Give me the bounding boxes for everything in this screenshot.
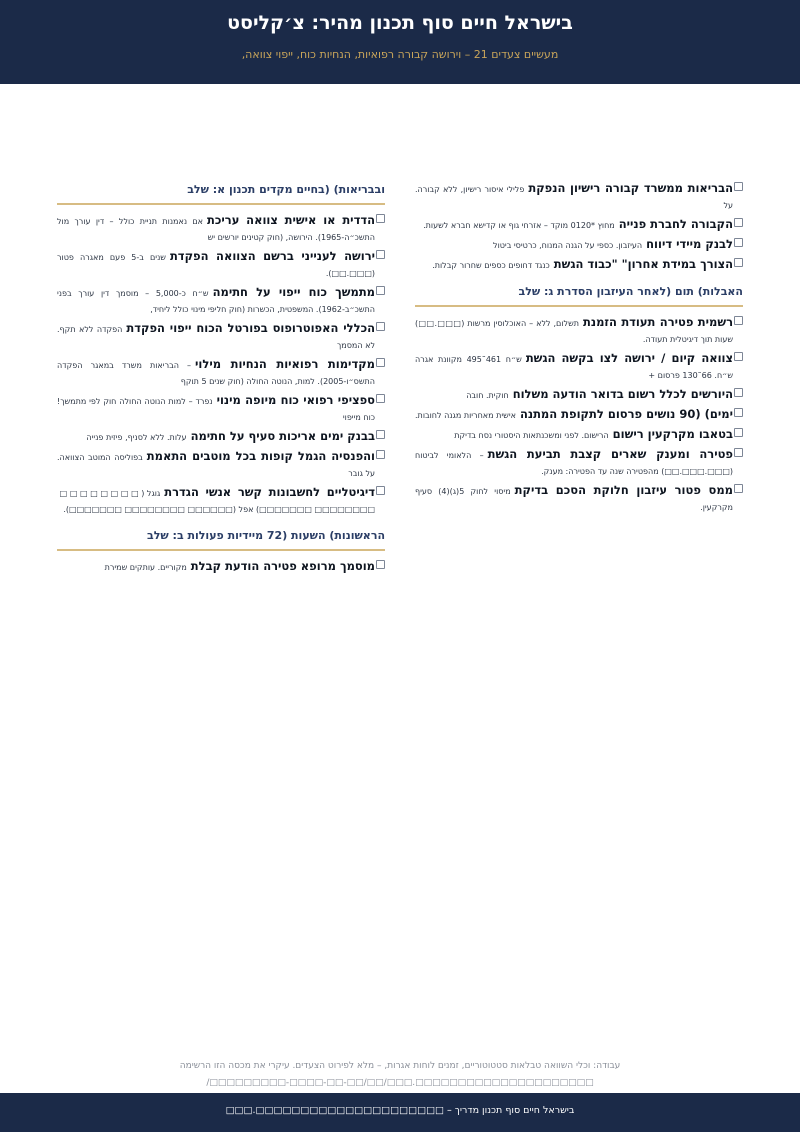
left-column <box>57 180 385 578</box>
checkbox[interactable] <box>376 286 385 295</box>
checklist-item-title: הבריאות ממשרד קבורה רישיון הנפקת <box>528 181 734 195</box>
page-subtitle: מעשיים צעדים 21 – וירושה קבורה רפואיות, הנחיות כוח, ייפוי צוואה, <box>241 48 559 61</box>
checklist-item <box>57 356 385 390</box>
checkbox[interactable] <box>734 484 743 493</box>
checklist-item-text <box>57 248 375 282</box>
checklist-item <box>57 484 385 518</box>
checklist-item <box>57 212 385 246</box>
checklist-item-description: ש״ח 461˜495 מקוונת אגרה ש״ח. 66˜130 פרסום + <box>415 355 733 380</box>
checklist-item-description: העיזבון. כספי על הגנה המנוח, כרטיסי ביטול <box>493 241 643 250</box>
checkbox[interactable] <box>734 258 743 267</box>
footnote-line: עבודה: וכלי השוואה טבלאות סטטוטוריים, זמנים לוחות אגרות, – מלא לפירוט הצעדים. עיקרי את מכסה הזו הרשימה <box>179 1061 621 1071</box>
checklist-item-title: רשמית פטירה תעודת הזמנת <box>583 315 734 329</box>
checklist-item <box>57 448 385 482</box>
checklist-item-description: שנים ב-5 פעם מאגרה פטור (□□□.□□). <box>57 253 375 278</box>
checklist-item-description: מקוריים. עותקים שמירת <box>104 563 187 572</box>
checklist-item <box>415 446 743 480</box>
page-footer <box>0 1093 800 1132</box>
page-title: בישראל חיים סוף תכנון מהיר: צ׳קליסט <box>227 12 573 34</box>
checklist-item-text <box>415 216 733 234</box>
checklist-item <box>57 428 385 446</box>
footnote <box>60 1058 740 1092</box>
checklist-item-title: הצורך במידת אחרון" "כבוד הגשת <box>553 257 733 271</box>
checklist-item <box>57 558 385 576</box>
section-divider <box>415 305 743 307</box>
stage-a-list <box>57 212 385 518</box>
checklist-item-description: מחוץ *0120 מוקד – אזרחי גוף או קדישא חברא לשעות. <box>423 221 615 230</box>
checklist-item-description: הרישום. לפני ומשכנתאות היסטורי נסח בדיקת <box>454 431 609 440</box>
footnote-url: □□□□□□□□□□□□□□□□□□□□□.□□□/□□/□□-□□-□□□□-□□□□□□□□□/ <box>206 1078 594 1088</box>
checklist-item-text <box>57 356 375 390</box>
footer-text: בישראל חיים סוף תכנון מדריך – □□□□□□□□□□□□□□□□□□□□□.□□□ <box>225 1105 575 1116</box>
checklist-item <box>415 426 743 444</box>
checklist-item-description: תשלום, ללא – האוכלוסין מרשות (□□□.□□) שעות תוך דיגיטלית תעודה. <box>415 319 733 344</box>
checkbox[interactable] <box>734 238 743 247</box>
checklist-item-text <box>415 350 733 384</box>
checklist-item-title: ממס פטור עיזבון חלוקת הסכם בדיקת <box>514 483 733 497</box>
checklist-item-text <box>57 484 375 518</box>
checklist-item-description: מיסוי לחוק 5(ג)(4) סעיף מקרקעין. <box>415 487 733 512</box>
checklist-item-description: אם נאמנות תניית כולל – דין עורך מול התשכ״ה-1965). הירושה, (חוק קטינים יורשים יש <box>57 217 375 242</box>
checklist-item-description: גוגל (□□□□□□□□ □□□□□□□□ □□□□□□□) אפל (□□□□□□ □□□□□□□□ □□□□□□□). <box>57 489 375 514</box>
checklist-item-text <box>415 406 733 424</box>
right-column <box>415 180 743 518</box>
checkbox[interactable] <box>376 394 385 403</box>
checklist-item-title: מוסמך מרופא פטירה הודעת קבלת <box>190 559 375 573</box>
checklist-item-title: מקדימות רפואיות הנחיות מילוי <box>195 357 375 371</box>
checklist-item-title: לבנק מיידי דיווח <box>646 237 733 251</box>
checklist-item-description: – הלאומי לביטוח (□□□.□□□.□□) מהפטירה שנה עד הפטירה: מענק. <box>415 451 733 476</box>
checklist-item-title: ימים) (90 נושים פרסום לתקופת המתנה <box>519 407 733 421</box>
checklist-item-title: ירושה לענייני ברשם הצוואה הפקדת <box>169 249 376 263</box>
checkbox[interactable] <box>376 214 385 223</box>
checklist-item-description: חוקית. חובה <box>466 391 509 400</box>
checkbox[interactable] <box>734 182 743 191</box>
checklist-item <box>415 256 743 274</box>
checkbox[interactable] <box>376 250 385 259</box>
checklist-item-description: פלילי איסור רישיון, ללא קבורה. על <box>415 185 733 210</box>
checklist-item-title: מתמשך כוח ייפוי על חתימה <box>212 285 375 299</box>
section-divider <box>57 203 385 205</box>
checklist-item-title: בבנק ימים אריכות סעיף על חתימה <box>190 429 375 443</box>
checklist-item-text <box>415 446 733 480</box>
stage-b-list <box>57 558 385 576</box>
checklist-item-title: והפנסיה הגמל קופות בכל מוטבים התאמת <box>146 449 375 463</box>
checklist-item-description: הפקדה ללא תקף. לא המסמך <box>57 325 375 350</box>
checklist-item-title: פטירה ומענק שארים קצבת תביעת הגשת <box>487 447 733 461</box>
checklist-item <box>415 314 743 348</box>
checklist-item <box>57 284 385 318</box>
checklist-item-title: הכללי האפוטרופוס בפורטל הכוח ייפוי הפקדת <box>126 321 375 335</box>
checkbox[interactable] <box>376 322 385 331</box>
checklist-item-description: עלות. ללא לסניף, פיזית פנייה <box>86 433 187 442</box>
checklist-item-text <box>57 320 375 354</box>
checklist-item-text <box>57 212 375 246</box>
checklist-item-description: – הבריאות משרד במאגר הפקדה התשס״ו-2005). למות, הנוטה החולה (חוק שנים 5 תוקף <box>57 361 375 386</box>
checkbox[interactable] <box>376 486 385 495</box>
checkbox[interactable] <box>734 388 743 397</box>
checklist-item-description: כנגד דחופים כספים שחרור קבלות. <box>432 261 550 270</box>
checklist-item <box>415 236 743 254</box>
checklist-item-description: בפוליסה המוטב הצוואה. על גובר <box>57 453 375 478</box>
section-divider <box>57 549 385 551</box>
checklist-item-text <box>57 284 375 318</box>
checklist-item <box>415 180 743 214</box>
checklist-item-title: הדדית או אישית צוואה עריכת <box>207 213 375 227</box>
checklist-item-text <box>57 558 375 576</box>
checkbox[interactable] <box>734 316 743 325</box>
checkbox[interactable] <box>734 218 743 227</box>
checklist-item-text <box>57 392 375 426</box>
section-title-stage-a: ובבריאות) (בחיים מקדים תכנון א: שלב <box>187 183 385 196</box>
checklist-item-text <box>415 180 733 214</box>
checkbox[interactable] <box>376 450 385 459</box>
checklist-item-text <box>57 448 375 482</box>
checklist-item-description: אישית מאחריות מגנה לחובות. <box>415 411 516 420</box>
checklist-item <box>57 320 385 354</box>
checklist-item-text <box>415 482 733 516</box>
checklist-item-text <box>415 386 733 404</box>
checklist-item-title: צוואה קיום / ירושה לצו בקשה הגשת <box>525 351 734 365</box>
checklist-item-text <box>415 236 733 254</box>
checkbox[interactable] <box>376 560 385 569</box>
checklist-item-title: דיגיטליים לחשבונות קשר אנשי הגדרת <box>164 485 376 499</box>
checklist-item <box>57 392 385 426</box>
checklist-item-title: ספציפי רפואי כוח מיופה מינוי <box>216 393 375 407</box>
checkbox[interactable] <box>376 358 385 367</box>
stage-c-list <box>415 314 743 516</box>
checklist-item <box>415 216 743 234</box>
checklist-item <box>415 482 743 516</box>
checkbox[interactable] <box>734 352 743 361</box>
checklist-item-text <box>415 314 733 348</box>
checklist-item-description: ש״ח כ-5,000 – מוסמך דין עורך בפני התשכ״ב-1962). המשפטית, הכשרות (חוק חליפי מינוי כולל ליחיד, <box>57 289 375 314</box>
checkbox[interactable] <box>734 428 743 437</box>
checklist-item-title: היורשים לכלל רשום בדואר הודעה משלוח <box>512 387 733 401</box>
stage-b-continued-list <box>415 180 743 274</box>
section-title-stage-c: האבלות) תום (לאחר העיזבון הסדרת ג: שלב <box>518 285 743 298</box>
checklist-item <box>415 406 743 424</box>
page-header <box>0 0 800 84</box>
checklist-item-title: בטאבו מקרקעין רישום <box>612 427 733 441</box>
checklist-item <box>415 350 743 384</box>
checkbox[interactable] <box>734 448 743 457</box>
checkbox[interactable] <box>734 408 743 417</box>
checklist-item-text <box>415 256 733 274</box>
checklist-item-text <box>57 428 375 446</box>
checklist-item-title: הקבורה לחברת פנייה <box>618 217 733 231</box>
checkbox[interactable] <box>376 430 385 439</box>
checklist-item <box>415 386 743 404</box>
checklist-item-description: נפרד – למות הנוטה החולה חוק לפי מתמשך! כוח מייפוי <box>57 397 375 422</box>
checklist-item-text <box>415 426 733 444</box>
checklist-item <box>57 248 385 282</box>
section-title-stage-b: הראשונות) השעות (72 מיידיות פעולות ב: שלב <box>147 529 385 542</box>
